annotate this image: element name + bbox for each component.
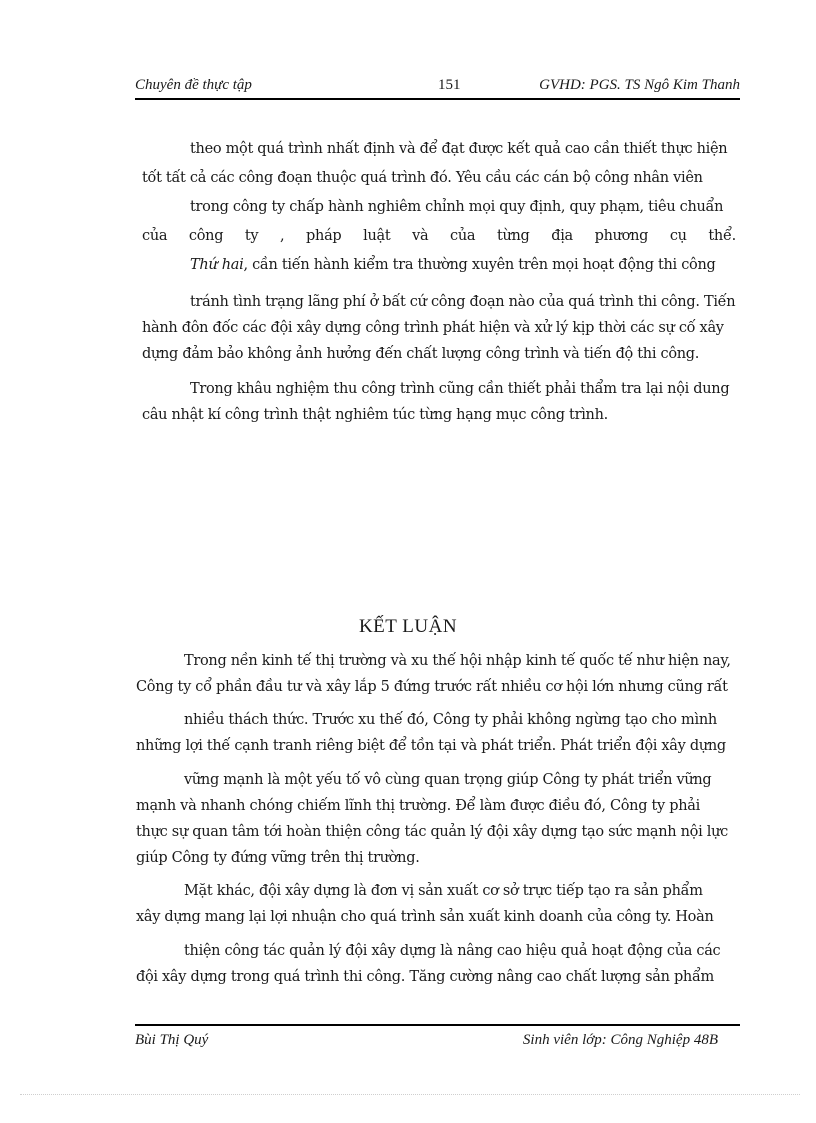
text-line: Công ty cổ phần đầu tư và xây lắp 5 đứng trước rất nhiều cơ hội lớn nhưng cũng rất [136, 679, 728, 695]
text-line: giúp Công ty đứng vững trên thị trường. [136, 850, 420, 866]
text-line: xây dựng mang lại lợi nhuận cho quá trình sản xuất kinh doanh của công ty. Hoàn [136, 909, 714, 925]
justified-word: địa [551, 228, 573, 244]
header-document-type: Chuyên đề thực tập [135, 77, 252, 93]
page-header [135, 76, 740, 100]
justified-word: ty [244, 228, 259, 244]
text-line: tốt tất cả các công đoạn thuộc quá trình đó. Yêu cầu các cán bộ công nhân viên [142, 170, 703, 186]
text-line: Trong khâu nghiệm thu công trình cũng cần thiết phải thẩm tra lại nội dung [190, 381, 730, 397]
footer-class: Sinh viên lớp: Công Nghiệp 48B [522, 1032, 718, 1048]
justified-word: và [412, 228, 429, 244]
page-footer [135, 1024, 740, 1048]
text-line: mạnh và nhanh chóng chiếm lĩnh thị trường. Để làm được điều đó, Công ty phải [136, 798, 700, 814]
justified-word: thể. [708, 228, 736, 244]
text-line: hành đôn đốc các đội xây dựng công trình phát hiện và xử lý kịp thời các sự cố xây [142, 320, 724, 336]
text-line: thiện công tác quản lý đội xây dựng là nâng cao hiệu quả hoạt động của các [184, 943, 721, 959]
text-line: dựng đảm bảo không ảnh hưởng đến chất lượng công trình và tiến độ thi công. [142, 346, 700, 362]
justified-word: công [188, 228, 224, 244]
text-line: câu nhật kí công trình thật nghiêm túc từng hạng mục công trình. [142, 407, 608, 423]
header-supervisor: GVHD: PGS. TS Ngô Kim Thanh [539, 77, 740, 93]
text-line: vững mạnh là một yếu tố vô cùng quan trọng giúp Công ty phát triển vững [184, 772, 712, 788]
text-line: nhiều thách thức. Trước xu thế đó, Công ty phải không ngừng tạo cho mình [184, 712, 717, 728]
text-line: đội xây dựng trong quá trình thi công. Tăng cường nâng cao chất lượng sản phẩm [136, 969, 714, 985]
justified-word: , [280, 228, 285, 244]
emphasis-text: Thứ hai [190, 257, 244, 273]
page-bottom-divider [20, 1094, 800, 1095]
footer-author: Bùi Thị Quý [135, 1032, 209, 1048]
justified-word: luật [363, 228, 391, 244]
justified-word: của [142, 228, 168, 244]
justified-word: phương [594, 228, 649, 244]
text-line: những lợi thế cạnh tranh riêng biệt để tồn tại và phát triển. Phát triển đội xây dựng [136, 738, 726, 754]
section-title: KẾT LUẬN [358, 616, 458, 637]
header-page-number: 151 [438, 77, 461, 93]
text-line: Mặt khác, đội xây dựng là đơn vị sản xuất cơ sở trực tiếp tạo ra sản phẩm [184, 883, 703, 899]
justified-word: từng [496, 228, 530, 244]
text-line: trong công ty chấp hành nghiêm chỉnh mọi quy định, quy phạm, tiêu chuẩn [190, 199, 724, 215]
text-line: theo một quá trình nhất định và để đạt được kết quả cao cần thiết thực hiện [190, 141, 728, 157]
text-line: tránh tình trạng lãng phí ở bất cứ công đoạn nào của quá trình thi công. Tiến [190, 294, 736, 310]
justified-word: pháp [306, 228, 342, 244]
text-line: Thứ hai, cần tiến hành kiểm tra thường xuyên trên mọi hoạt động thi công [190, 257, 716, 273]
justified-word: cụ [669, 228, 687, 244]
justified-word: của [450, 228, 476, 244]
text-line: thực sự quan tâm tới hoàn thiện công tác quản lý đội xây dựng tạo sức mạnh nội lực [136, 824, 728, 840]
text-line: Trong nền kinh tế thị trường và xu thế hội nhập kinh tế quốc tế như hiện nay, [184, 653, 731, 669]
text-line-justified [142, 228, 736, 244]
